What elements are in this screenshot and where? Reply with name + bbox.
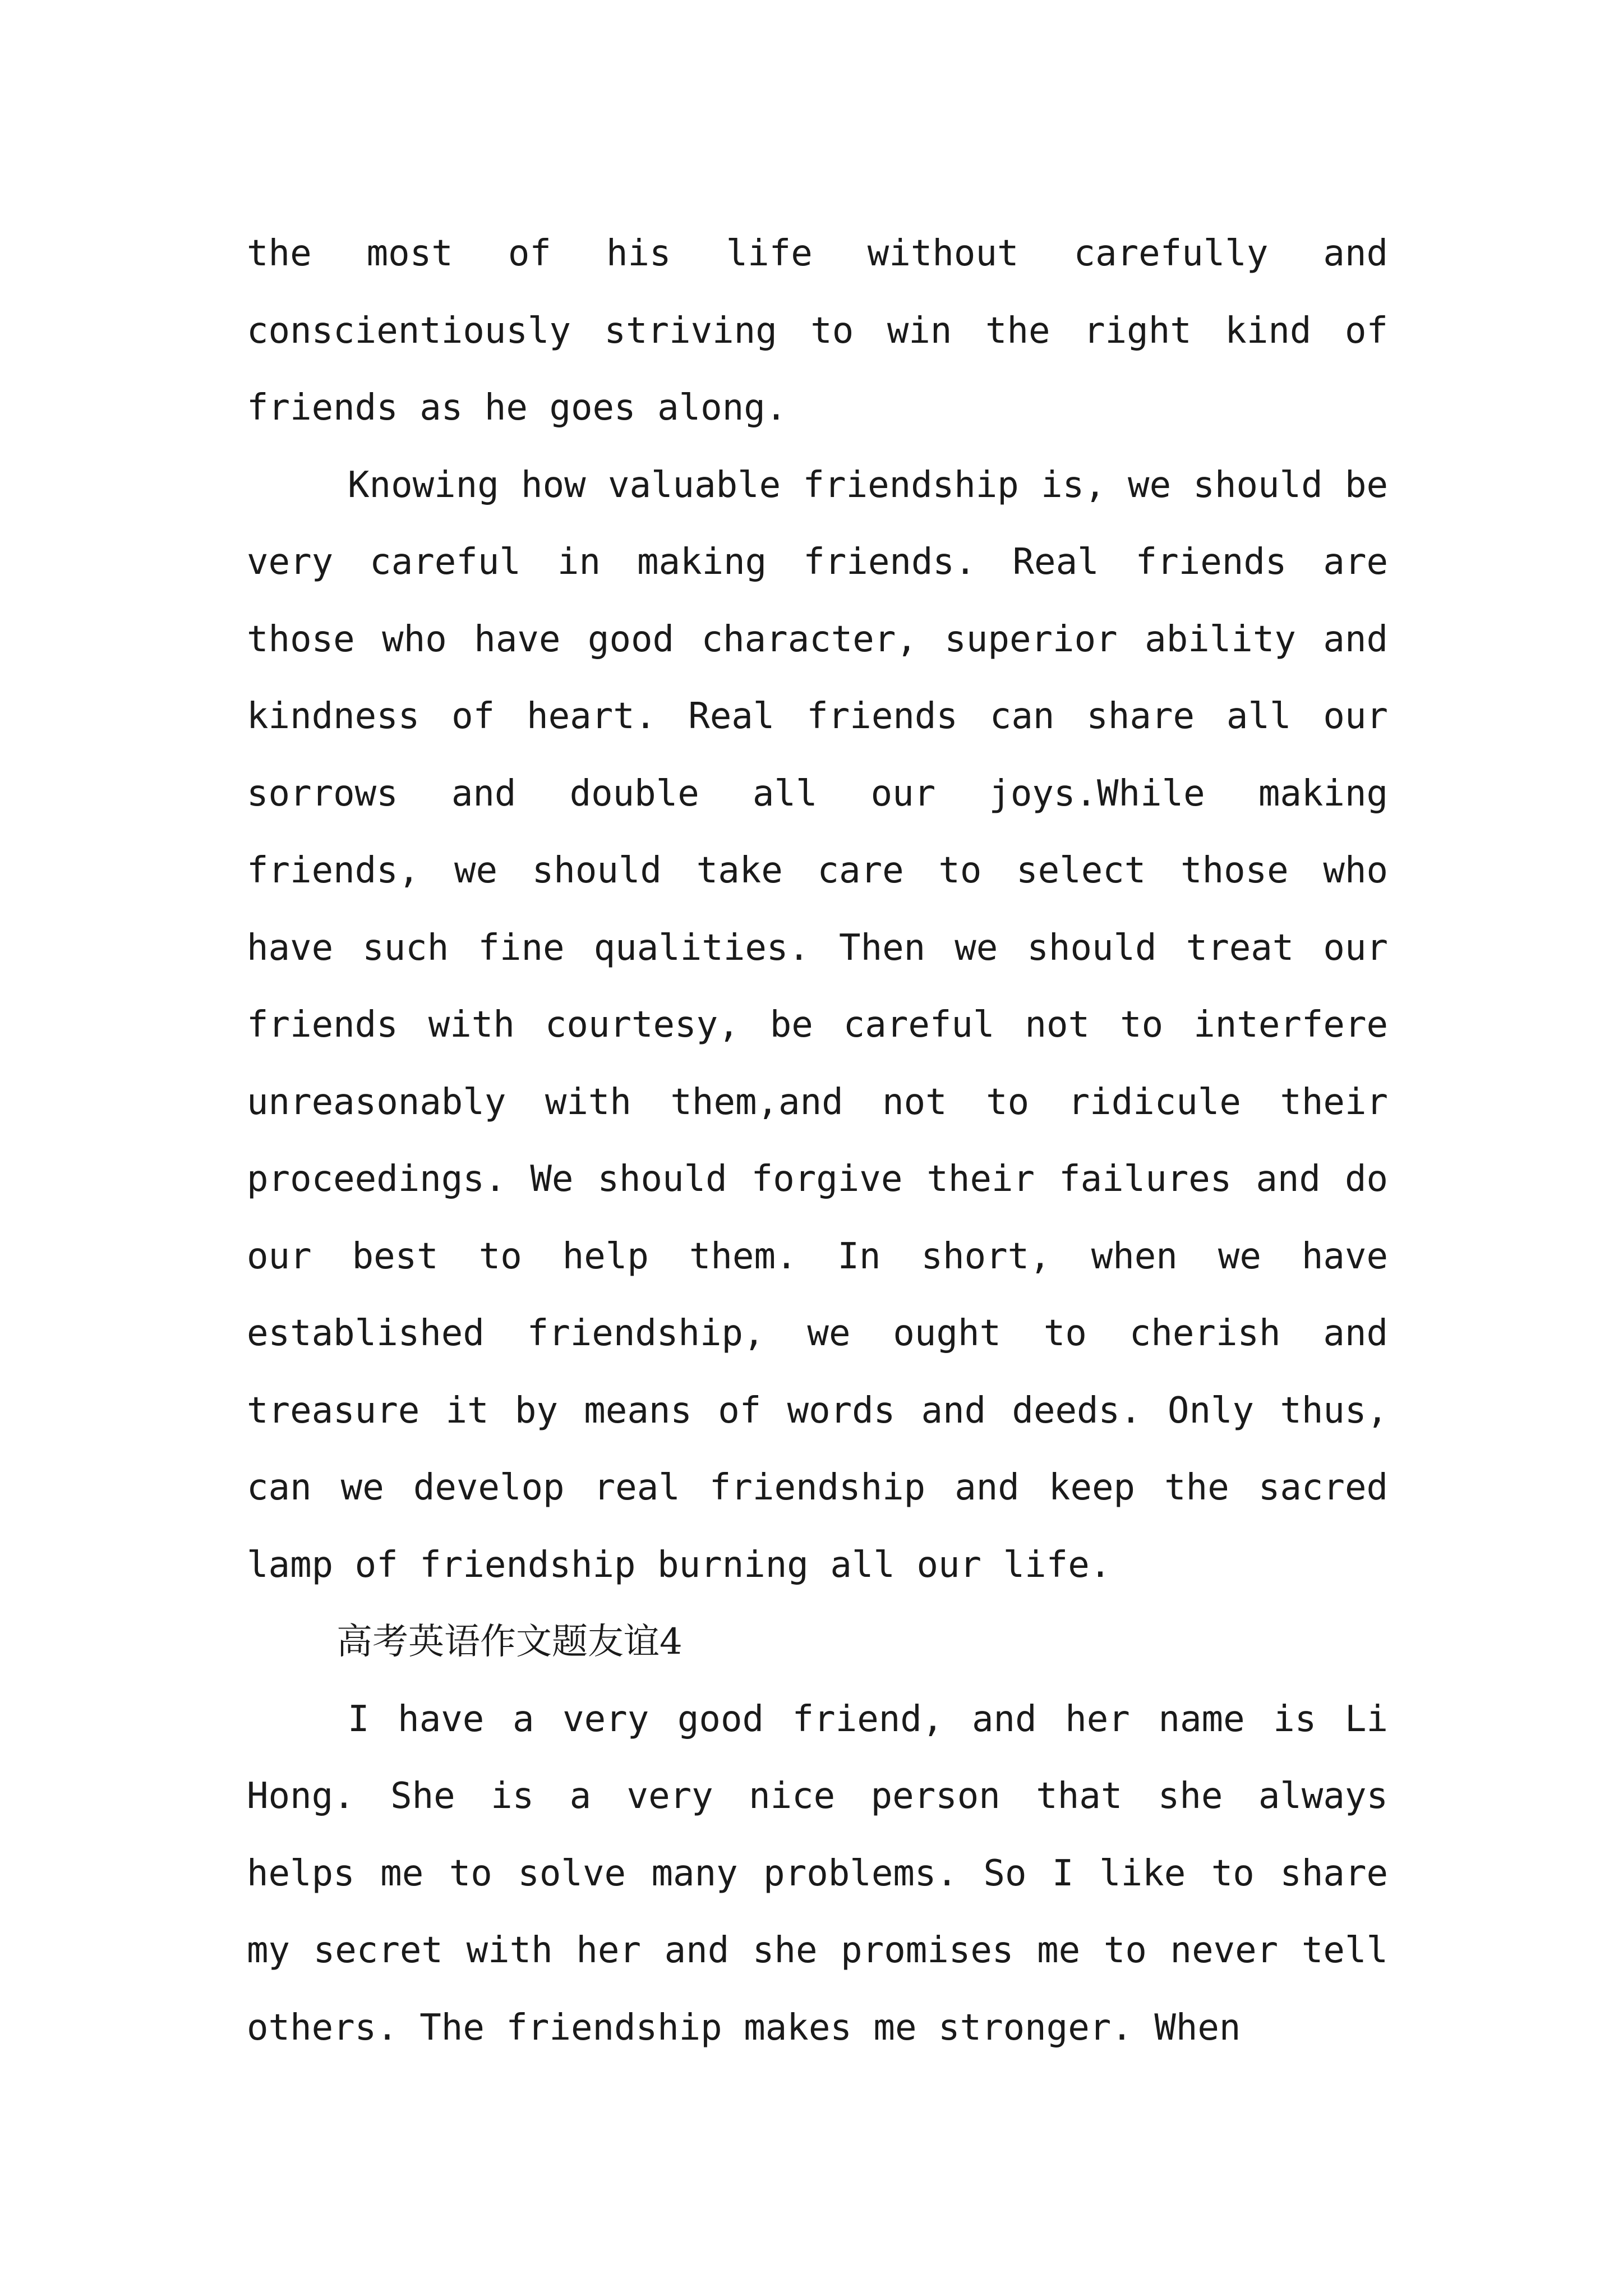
paragraph-continuation: the most of his life without carefully and conscientiously striving to win the right kind of friends as he goes along. <box>247 233 1388 429</box>
document-body <box>247 215 1388 2067</box>
section-heading: 高考英语作文题友谊4 <box>336 1621 683 1663</box>
paragraph-li-hong: I have a very good friend, and her name is Li Hong. She is a very nice person that she always helps me to solve many problems. So I like to share my secret with her and she promises me to never tell others. The friendship makes me stronger. When <box>247 1698 1388 2049</box>
paragraph-choosing-friends: Knowing how valuable friendship is, we should be very careful in making friends. Real friends are those who have good character, superior ability and kindness of heart. Real friends can share all our sorrows and double all our joys.While making friends, we should take care to select those who have such fine qualities. Then we should treat our friends with courtesy, be careful not to interfere unreasonably with them,and not to ridicule their proceedings. We should forgive their failures and do our best to help them. In short, when we have established friendship, we ought to cherish and treasure it by means of words and deeds. Only thus, can we develop real friendship and keep the sacred lamp of friendship burning all our life. <box>247 464 1388 1586</box>
